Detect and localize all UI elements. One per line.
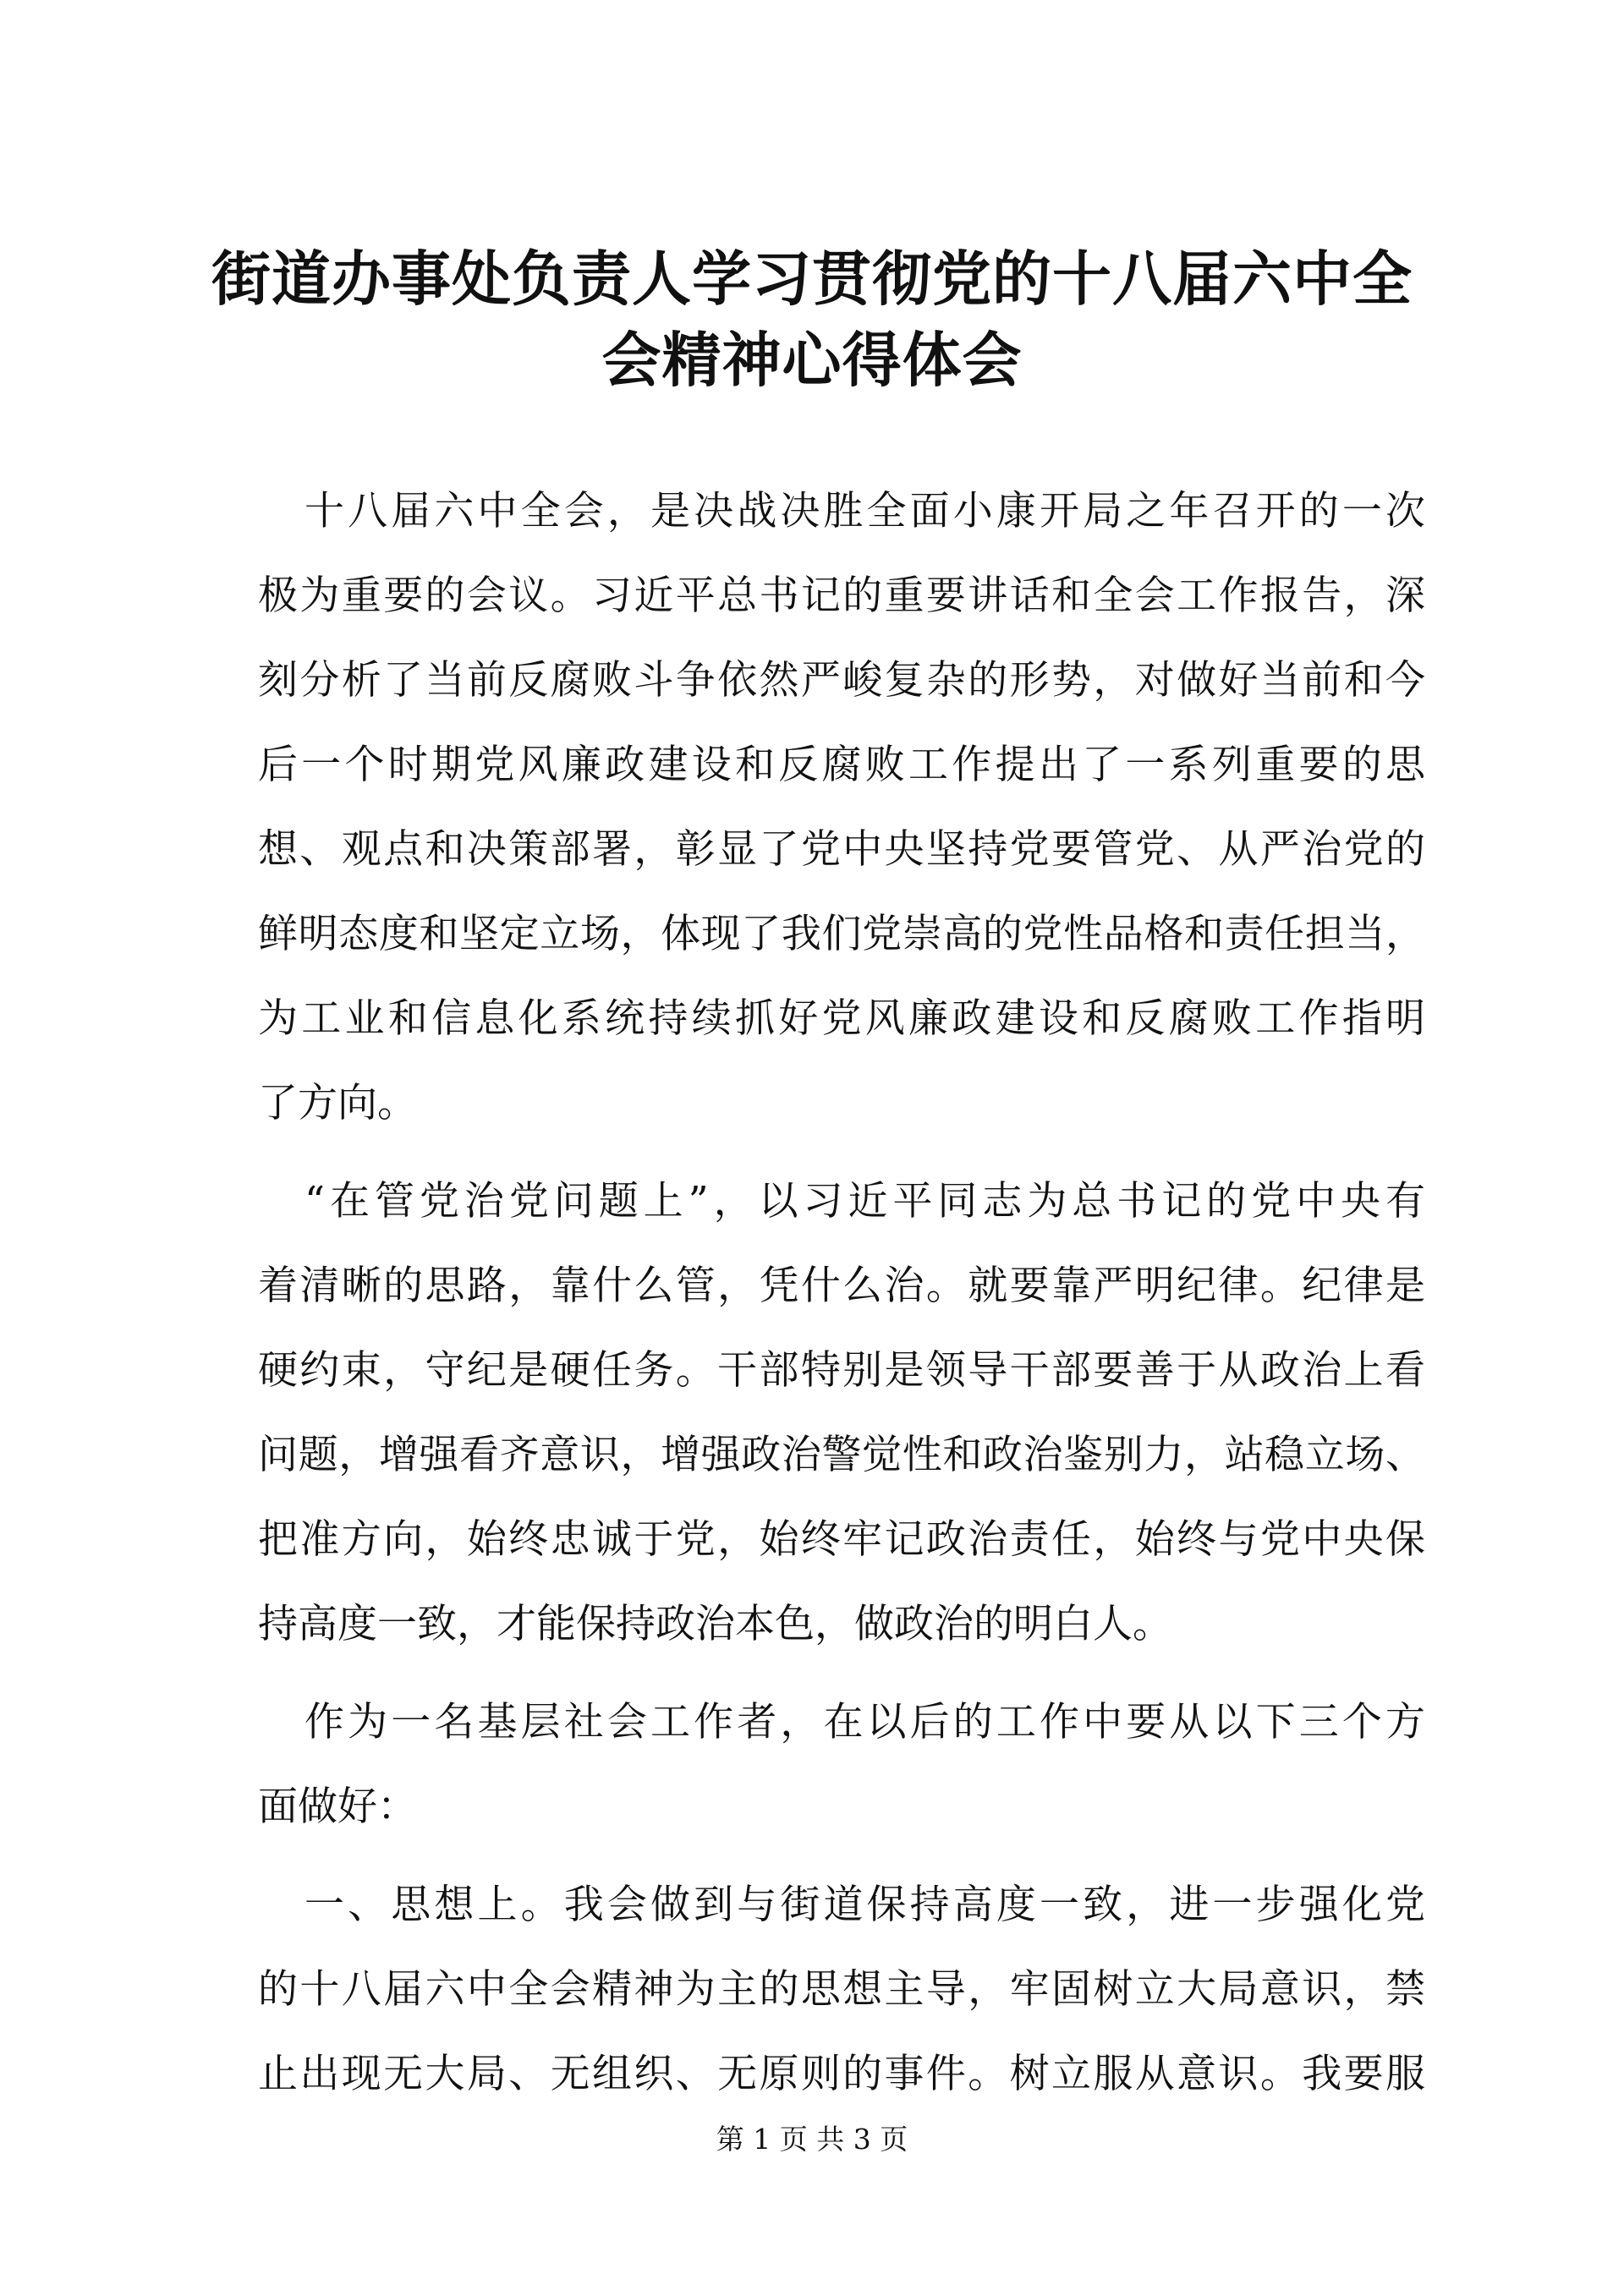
paragraph-line: 面做好： [258,1784,417,1830]
paragraph-line: 把准方向，始终忠诚于党，始终牢记政治责任，始终与党中央保 [258,1516,1425,1563]
paragraph-line: 十八届六中全会，是决战决胜全面小康开局之年召开的一次 [304,488,1425,534]
paragraph-line: 刻分析了当前反腐败斗争依然严峻复杂的形势，对做好当前和今 [258,657,1425,704]
paragraph [258,1863,1425,2117]
paragraph [258,469,1425,1146]
paragraph-line: 硬约束，守纪是硬任务。干部特别是领导干部要善于从政治上看 [258,1347,1425,1394]
paragraph [258,1680,1425,1849]
paragraph-line: 极为重要的会议。习近平总书记的重要讲话和全会工作报告，深 [258,573,1425,619]
title-line-2: 会精神心得体会 [601,326,1023,395]
page-footer: 第 1 页 共 3 页 [716,2123,908,2156]
paragraph-line: 作为一名基层社会工作者，在以后的工作中要从以下三个方 [304,1699,1425,1745]
paragraph-line: 的十八届六中全会精神为主的思想主导，牢固树立大局意识，禁 [258,1966,1425,2013]
paragraph-line: 着清晰的思路，靠什么管，凭什么治。就要靠严明纪律。纪律是 [258,1263,1425,1309]
paragraph-line: 一、思想上。我会做到与街道保持高度一致，进一步强化党 [304,1882,1425,1928]
paragraph-line: 为工业和信息化系统持续抓好党风廉政建设和反腐败工作指明 [258,995,1425,1042]
paragraph [258,1159,1425,1667]
document-title [211,238,1413,401]
paragraph-line: 后一个时期党风廉政建设和反腐败工作提出了一系列重要的思 [258,742,1425,788]
paragraph-line: 问题，增强看齐意识，增强政治警觉性和政治鉴别力，站稳立场、 [258,1432,1425,1478]
title-line-1: 街道办事处负责人学习贯彻党的十八届六中全 [211,244,1413,314]
paragraph-line: 持高度一致，才能保持政治本色，做政治的明白人。 [258,1601,1172,1647]
paragraph-line: “在管党治党问题上”，以习近平同志为总书记的党中央有 [304,1178,1425,1225]
document-body [258,469,1425,2130]
paragraph-line: 止出现无大局、无组织、无原则的事件。树立服从意识。我要服 [258,2051,1425,2097]
paragraph-line: 了方向。 [258,1080,417,1126]
paragraph-line: 想、观点和决策部署，彰显了党中央坚持党要管党、从严治党的 [258,826,1425,873]
paragraph-line: 鲜明态度和坚定立场，体现了我们党崇高的党性品格和责任担当， [258,911,1425,957]
